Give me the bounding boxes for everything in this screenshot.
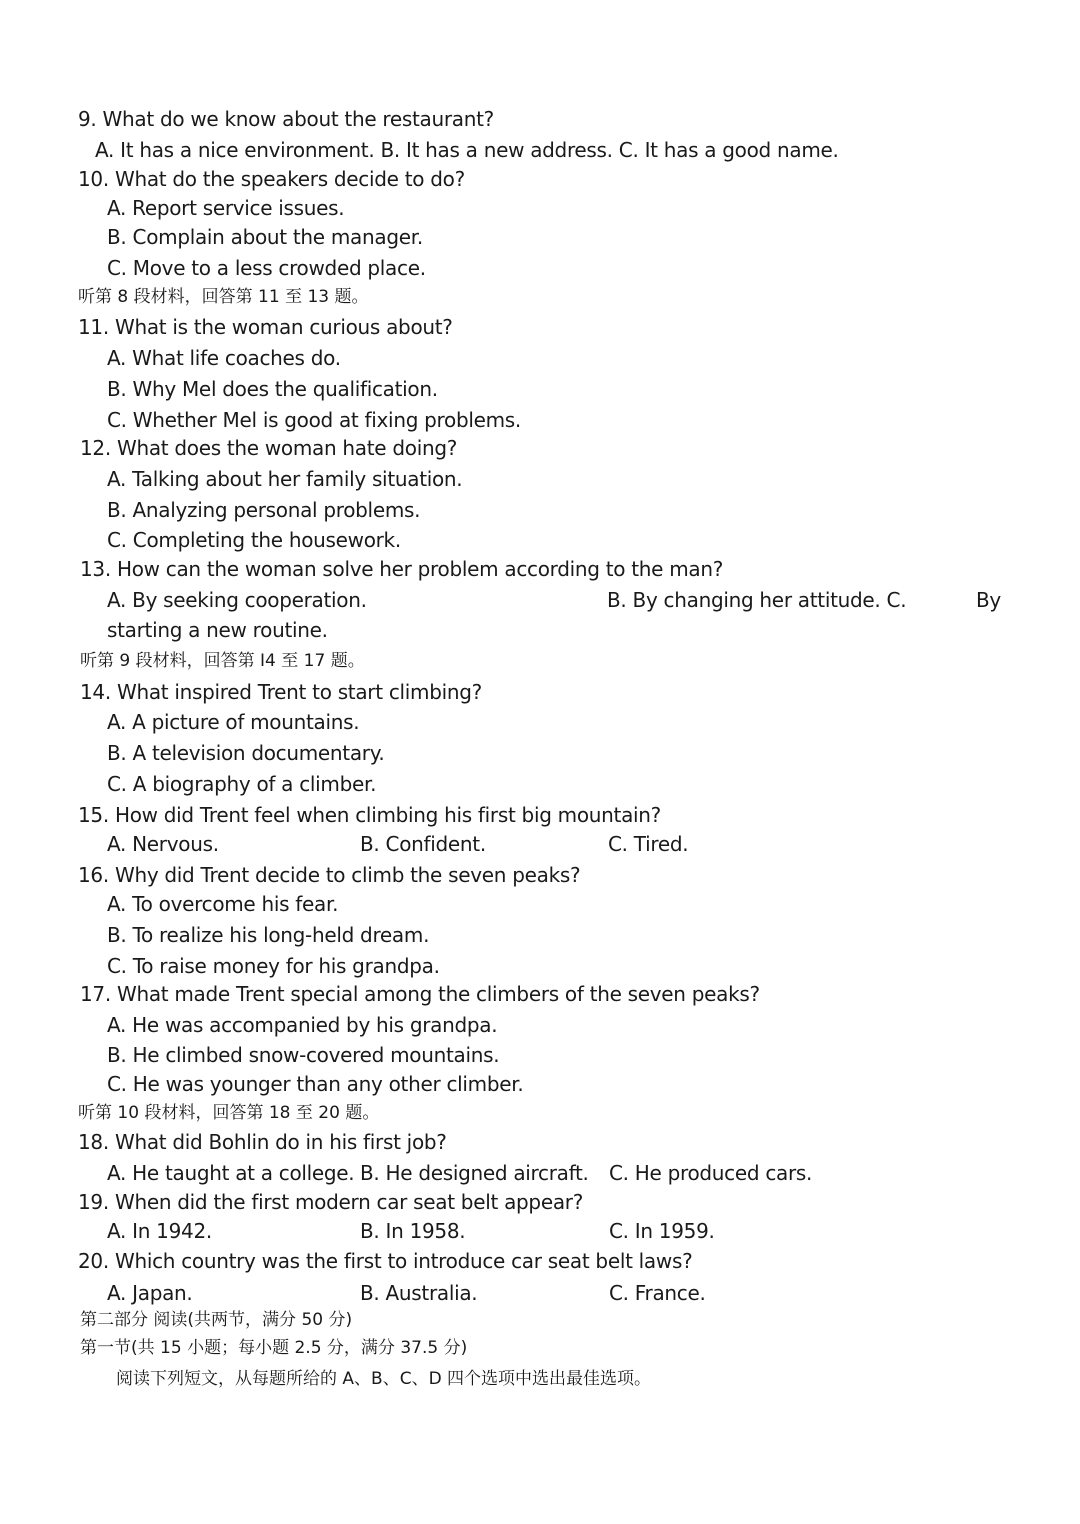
question-18: 18. What did Bohlin do in his first job? xyxy=(78,1130,447,1154)
option-12c: C. Completing the housework. xyxy=(107,528,401,552)
option-11a: A. What life coaches do. xyxy=(107,346,341,370)
option-13b: B. By changing her attitude. C. xyxy=(607,588,907,612)
section-header-9: 听第 9 段材料，回答第 I4 至 17 题。 xyxy=(80,651,365,671)
question-17: 17. What made Trent special among the climbers of the seven peaks? xyxy=(80,982,760,1006)
question-15: 15. How did Trent feel when climbing his first big mountain? xyxy=(78,803,661,827)
option-17c: C. He was younger than any other climber. xyxy=(107,1072,524,1096)
section-header-8: 听第 8 段材料，回答第 11 至 13 题。 xyxy=(78,287,369,307)
option-16b: B. To realize his long-held dream. xyxy=(107,923,430,947)
option-15a: A. Nervous. xyxy=(107,832,219,856)
option-11c: C. Whether Mel is good at fixing problems. xyxy=(107,408,521,432)
option-20a: A. Japan. xyxy=(107,1281,193,1305)
option-19c: C. In 1959. xyxy=(609,1219,715,1243)
option-13c-start: By xyxy=(976,588,1001,612)
question-20: 20. Which country was the first to introduce car seat belt laws? xyxy=(78,1249,693,1273)
question-12: 12. What does the woman hate doing? xyxy=(80,436,458,460)
option-13c-cont: starting a new routine. xyxy=(107,618,328,642)
option-14a: A. A picture of mountains. xyxy=(107,710,360,734)
section-one-heading: 第一节(共 15 小题；每小题 2.5 分，满分 37.5 分) xyxy=(80,1338,468,1358)
option-16c: C. To raise money for his grandpa. xyxy=(107,954,440,978)
option-16a: A. To overcome his fear. xyxy=(107,892,339,916)
options-9: A. It has a nice environment. B. It has a new address. C. It has a good name. xyxy=(95,138,839,162)
option-14c: C. A biography of a climber. xyxy=(107,772,377,796)
question-16: 16. Why did Trent decide to climb the seven peaks? xyxy=(78,863,581,887)
question-19: 19. When did the first modern car seat belt appear? xyxy=(78,1190,584,1214)
option-10a: A. Report service issues. xyxy=(107,196,345,220)
option-11b: B. Why Mel does the qualification. xyxy=(107,377,438,401)
option-12a: A. Talking about her family situation. xyxy=(107,467,463,491)
option-19b: B. In 1958. xyxy=(360,1219,466,1243)
option-17b: B. He climbed snow-covered mountains. xyxy=(107,1043,500,1067)
part-two-heading: 第二部分 阅读(共两节，满分 50 分) xyxy=(80,1310,353,1330)
reading-instruction: 阅读下列短文，从每题所给的 A、B、C、D 四个选项中选出最佳选项。 xyxy=(116,1369,652,1389)
option-15c: C. Tired. xyxy=(608,832,689,856)
option-14b: B. A television documentary. xyxy=(107,741,385,765)
option-13a: A. By seeking cooperation. xyxy=(107,588,367,612)
option-12b: B. Analyzing personal problems. xyxy=(107,498,421,522)
option-10c: C. Move to a less crowded place. xyxy=(107,256,426,280)
option-20b: B. Australia. xyxy=(360,1281,478,1305)
option-17a: A. He was accompanied by his grandpa. xyxy=(107,1013,498,1037)
option-15b: B. Confident. xyxy=(360,832,486,856)
option-18a: A. He taught at a college. xyxy=(107,1161,355,1185)
question-11: 11. What is the woman curious about? xyxy=(78,315,453,339)
question-13: 13. How can the woman solve her problem according to the man? xyxy=(80,557,724,581)
option-19a: A. In 1942. xyxy=(107,1219,212,1243)
option-18c: C. He produced cars. xyxy=(609,1161,813,1185)
option-18b: B. He designed aircraft. xyxy=(360,1161,589,1185)
option-10b: B. Complain about the manager. xyxy=(107,225,423,249)
question-9: 9. What do we know about the restaurant? xyxy=(78,107,494,131)
question-10: 10. What do the speakers decide to do? xyxy=(78,167,465,191)
question-14: 14. What inspired Trent to start climbing? xyxy=(80,680,482,704)
section-header-10: 听第 10 段材料，回答第 18 至 20 题。 xyxy=(78,1103,380,1123)
option-20c: C. France. xyxy=(609,1281,706,1305)
